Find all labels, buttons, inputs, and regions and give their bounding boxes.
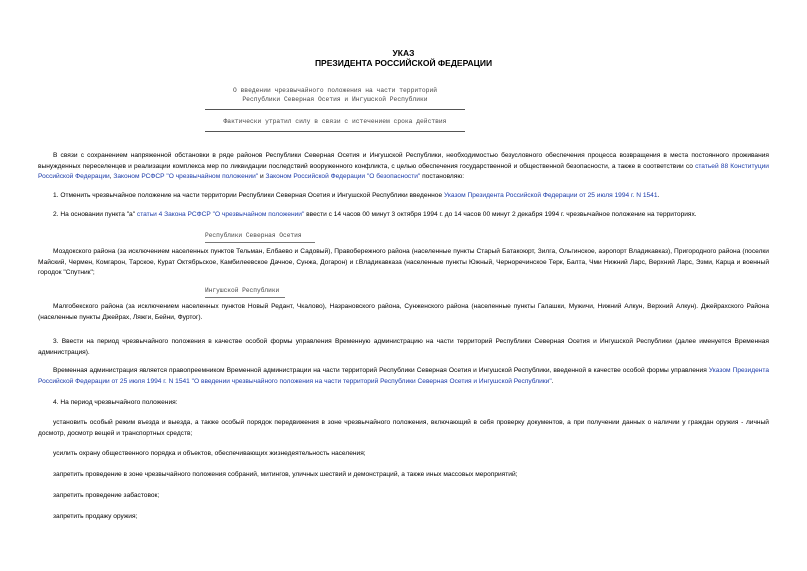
region-2-heading: Ингушской Республики — [205, 287, 280, 294]
item-4-b: усилить охрану общественного порядка и объектов, обеспечивающих жизнедеятельность населения; — [53, 450, 366, 457]
decree-1541-title-link[interactable]: Указом Президента Российской Федерации от 25 июля 1994 г. N 1541 "О введении чрезвычайного положения на части территорий Республики Северная Осетия и Ингушской Республики" — [38, 367, 769, 385]
divider-bottom — [205, 131, 465, 132]
item-2-paragraph — [38, 210, 769, 221]
subject-line-2: Республики Северная Осетия и Ингушской Республики — [242, 95, 428, 103]
item-3-continuation — [38, 366, 769, 387]
item-4-d: запретить проведение забастовок; — [53, 492, 160, 499]
item-4-e: запретить продажу оружия; — [53, 513, 138, 520]
decree-title: УКАЗ — [392, 48, 415, 58]
item-4-c: запретить проведение в зоне чрезвычайного положения собраний, митингов, уличных шествий и демонстраций, а также иных массовых мероприятий; — [53, 471, 518, 478]
issuer-title: ПРЕЗИДЕНТА РОССИЙСКОЙ ФЕДЕРАЦИИ — [314, 58, 493, 68]
region-1-paragraph: Моздокского района (за исключением населенных пунктов Тельман, Елбаево и Садовый), Правобережного района (населенные пункты Старый Батакоюрт, Зилга, Ольгинское, аэропорт Владикавказ), Пригородного района (поселки Майский, Чермен, Комгарон, Тарское, Курат Октябрьское, Камбилеевское Дачное, Сунжа, Догарон) и г.Владикавказа (населенные пункты Южный, Черноречинское Терк, Балта, Чми Нижний Ларс, Верхний Ларс, Эзми, Карца и военный городок "Спутник"; — [38, 248, 769, 276]
divider-top — [205, 109, 465, 110]
item-1-ending: . — [657, 192, 660, 199]
item-2-text: 2. На основании пункта "а" — [53, 211, 137, 218]
item-3-cont-text: Временная администрация является правопреемником Временной администрации на части территорий Республики Северная Осетия и Ингушской Республики, введенной в качестве особой формы управления — [53, 367, 709, 374]
preamble-sep: , — [109, 173, 114, 180]
region-2-underline — [205, 297, 285, 298]
region-1-underline — [205, 242, 315, 243]
status-note: Фактически утратил силу в связи с истечением срока действия — [223, 118, 447, 125]
article-4-link[interactable]: статьи 4 Закона РСФСР "О чрезвычайном положении" — [136, 211, 305, 218]
security-law-link[interactable]: Законом Российской Федерации "О безопасности" — [265, 173, 421, 180]
item-3-paragraph: 3. Ввести на период чрезвычайного положения в качестве особой формы управления Временную администрацию на части территорий Республики Северная Осетия и Ингушской Республики (далее именуется Временная администрация). — [38, 338, 769, 356]
decree-1541-link[interactable]: Указом Президента Российской Федерации от 25 июля 1994 г. N 1541 — [443, 192, 658, 199]
subject-block — [205, 87, 465, 104]
preamble-sep-2: и — [258, 173, 266, 180]
item-3-cont-ending: . — [551, 377, 554, 385]
item-2-ending: ввести с 14 часов 00 минут 3 октября 1994 г. до 14 часов 00 минут 2 декабря 1994 г. чрезвычайное положение на территориях. — [304, 211, 697, 218]
emergency-law-link[interactable]: Законом РСФСР "О чрезвычайном положении" — [113, 173, 259, 180]
item-1-paragraph — [38, 191, 769, 202]
item-4-paragraph: 4. На период чрезвычайного положения: — [53, 399, 178, 406]
region-1-heading: Республики Северная Осетия — [205, 232, 302, 239]
region-2-paragraph: Малгобекского района (за исключением населенных пунктов Новый Редант, Чкалово), Назрановского района, Сунженского района (населенные пункты Галашки, Мужичи, Нижний Алкун, Верхний Алкун). Джейрахского Района (населенные пункты Джейрах, Ляжги, Бейни, Фуртог). — [38, 303, 769, 321]
preamble-ending: постановляю: — [420, 173, 465, 180]
constitution-link[interactable]: статьей 88 Конституции Российской Федерации — [38, 162, 769, 180]
subject-line-1: О введении чрезвычайного положения на части территорий — [232, 87, 438, 94]
preamble-paragraph — [38, 151, 769, 183]
item-4-a: установить особый режим въезда и выезда, а также особый порядок передвижения в зоне чрезвычайного положения, включающий в себя проверку документов, а при получении данных о наличии у граждан оружия - личный досмотр, досмотр вещей и транспортных средств; — [38, 419, 769, 437]
preamble-text: В связи с сохранением напряженной обстановки в ряде районов Республики Северная Осетия и Ингушской Республики, необходимостью безусловного обеспечения процесса возвращения в места постоянного проживания вынужденных переселенцев и реализации комплекса мер по ликвидации последствий вооруженного конфликта, с целью обеспечения государственной и общественной безопасности, а также в соответствии со — [38, 152, 769, 170]
item-1-text: 1. Отменить чрезвычайное положение на части территории Республики Северная Осетия и Ингушской Республики введенное — [53, 192, 444, 199]
